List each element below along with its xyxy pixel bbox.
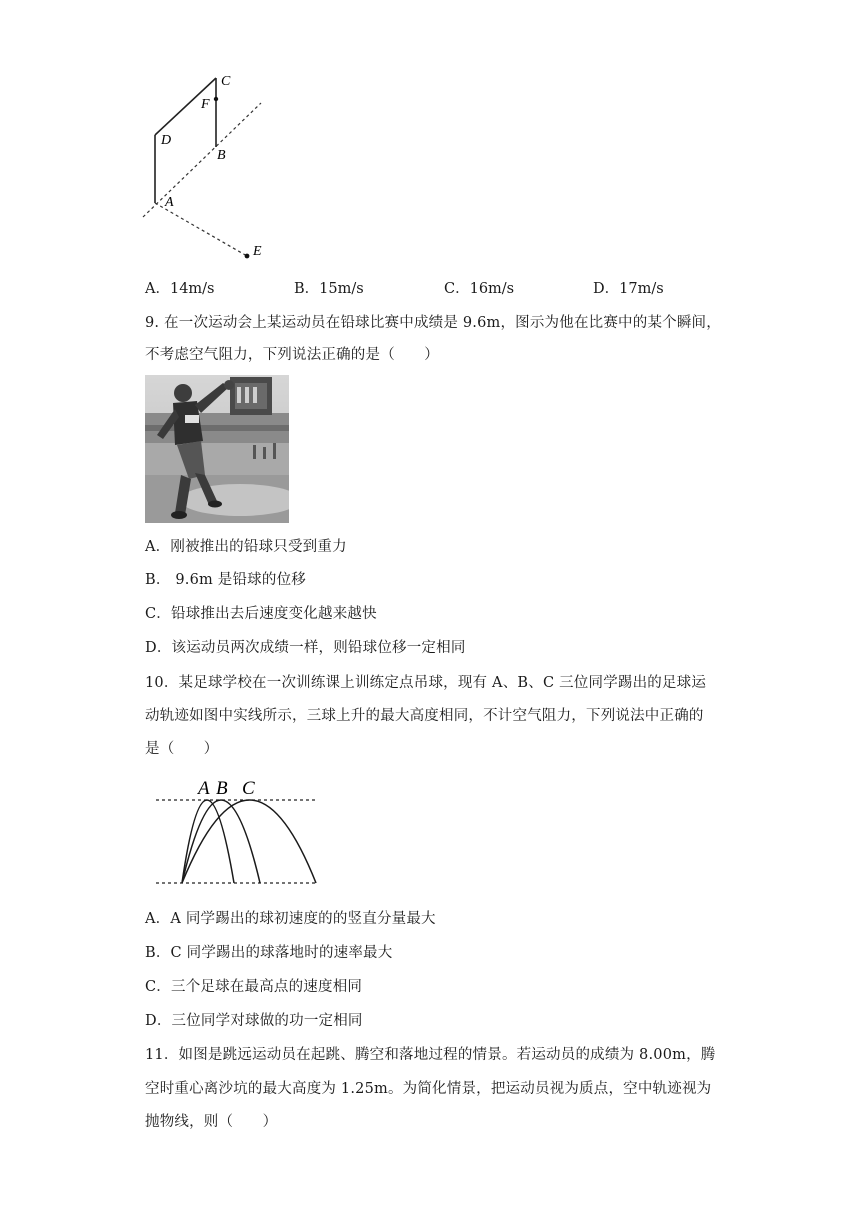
point-e xyxy=(245,254,250,259)
q11-stem-line-1: 11．如图是跳远运动员在起跳、腾空和落地过程的情景。若运动员的成绩为 8.00m，腾 xyxy=(145,1047,716,1063)
label-d: D xyxy=(161,133,172,148)
label-e: E xyxy=(253,244,262,259)
q8-option-b: B．15m/s xyxy=(294,281,364,297)
q8-option-c: C．16m/s xyxy=(444,281,515,297)
q11-stem-line-2: 空时重心离沙坑的最大高度为 1.25m。为简化情景，把运动员视为质点，空中轨迹视为 xyxy=(145,1081,712,1097)
q9-option-a: A．刚被推出的铅球只受到重力 xyxy=(145,539,347,555)
label-b: B xyxy=(217,148,226,163)
q11-stem-line-3: 抛物线，则（ ） xyxy=(145,1114,278,1130)
q9-option-d: D．该运动员两次成绩一样，则铅球位移一定相同 xyxy=(145,640,466,656)
q10-stem-line-2: 动轨迹如图中实线所示，三球上升的最大高度相同，不计空气阻力，下列说法中正确的 xyxy=(145,708,704,724)
label-c: C xyxy=(221,74,231,89)
dashed-line-ab xyxy=(143,103,261,217)
q9-stem-line-2: 不考虑空气阻力，下列说法正确的是（ ） xyxy=(145,347,439,363)
q8-geometry-figure xyxy=(135,70,275,265)
q10-trajectory-figure xyxy=(150,770,325,890)
label-a: A xyxy=(198,778,210,799)
q10-option-d: D．三位同学对球做的功一定相同 xyxy=(145,1013,363,1029)
q10-option-b: B．C 同学踢出的球落地时的速率最大 xyxy=(145,945,393,961)
dashed-line-ae xyxy=(155,203,247,256)
label-f: F xyxy=(201,97,210,112)
label-a: A xyxy=(165,195,174,210)
label-b: B xyxy=(216,778,228,799)
q8-option-d: D．17m/s xyxy=(593,281,664,297)
trajectory-a xyxy=(182,800,234,883)
q10-option-a: A．A 同学踢出的球初速度的的竖直分量最大 xyxy=(145,911,436,927)
label-c: C xyxy=(242,778,255,799)
q9-option-b: B． 9.6m 是铅球的位移 xyxy=(145,572,306,588)
q10-stem-line-1: 10．某足球学校在一次训练课上训练定点吊球，现有 A、B、C 三位同学踢出的足球运 xyxy=(145,675,707,691)
q10-stem-line-3: 是（ ） xyxy=(145,741,219,757)
point-f xyxy=(214,97,218,101)
shot-put-photo xyxy=(145,375,289,523)
trajectory-b xyxy=(182,800,260,883)
q9-option-c: C．铅球推出去后速度变化越来越快 xyxy=(145,606,377,622)
q9-stem-line-1: 9. 在一次运动会上某运动员在铅球比赛中成绩是 9.6m，图示为他在比赛中的某个瞬间， xyxy=(145,315,721,331)
q8-option-a: A．14m/s xyxy=(145,281,215,297)
q10-option-c: C．三个足球在最高点的速度相同 xyxy=(145,979,363,995)
